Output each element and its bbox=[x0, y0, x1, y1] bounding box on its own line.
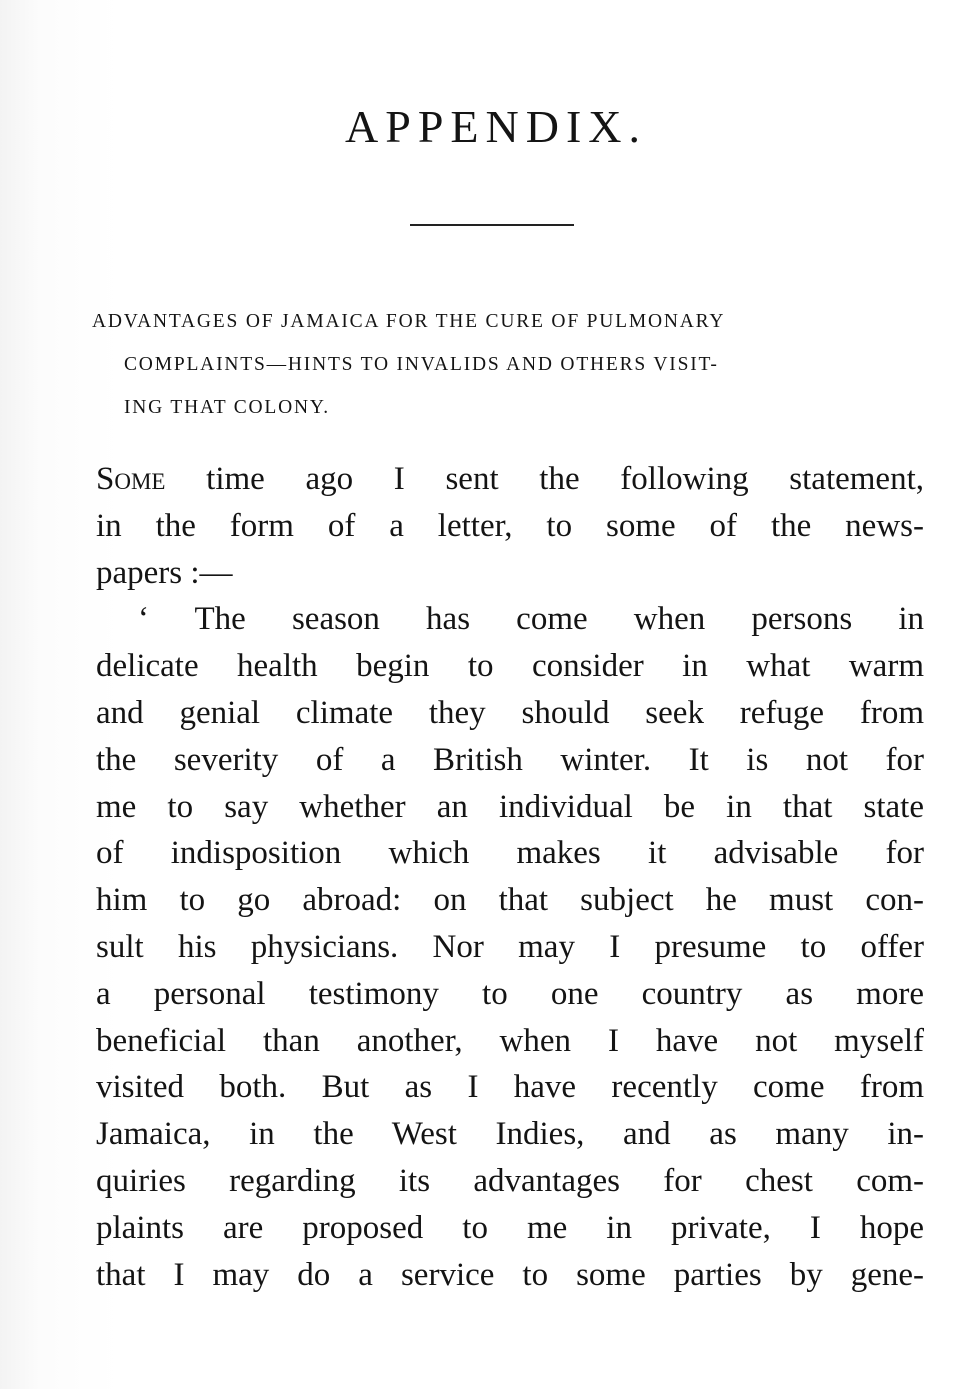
paragraph-2-line: of indisposition which makes it advisable for bbox=[96, 835, 924, 872]
paragraph-1-line bbox=[96, 456, 924, 503]
paragraph-2-line: the severity of a British winter. It is not for bbox=[96, 741, 924, 778]
paragraph-2-line: a personal testimony to one country as more bbox=[96, 975, 924, 1012]
paragraph-1-line: papers :— bbox=[96, 554, 233, 591]
section-title-line: ADVANTAGES OF JAMAICA FOR THE CURE OF PULMONARY bbox=[92, 311, 726, 332]
paragraph-2-line: and genial climate they should seek refuge from bbox=[96, 694, 924, 731]
paragraph-2-line: visited both. But as I have recently come from bbox=[96, 1069, 924, 1106]
body-text bbox=[96, 456, 924, 1298]
paragraph-2-line: that I may do a service to some parties by gene- bbox=[96, 1256, 924, 1293]
paragraph-2-line: Jamaica, in the West Indies, and as many in- bbox=[96, 1116, 924, 1153]
section-title-line: COMPLAINTS—HINTS TO INVALIDS AND OTHERS VISIT- bbox=[124, 354, 719, 375]
paragraph-1-line-1-rest: time ago I sent the following statement, bbox=[165, 461, 924, 497]
paragraph-2-line: plaints are proposed to me in private, I hope bbox=[96, 1209, 924, 1246]
paragraph-2-line: me to say whether an individual be in that state bbox=[96, 788, 924, 825]
paragraph-1-line: in the form of a letter, to some of the news- bbox=[96, 507, 924, 544]
paragraph-2-line: sult his physicians. Nor may I presume to offer bbox=[96, 928, 924, 965]
section-title-line: ING THAT COLONY. bbox=[124, 397, 330, 418]
lead-word-small-caps: Some bbox=[96, 461, 166, 497]
paragraph-2-line: him to go abroad: on that subject he must con- bbox=[96, 882, 924, 919]
paragraph-2-line: quiries regarding its advantages for chest com- bbox=[96, 1162, 924, 1199]
paragraph-2-line: ‘ The season has come when persons in bbox=[138, 601, 924, 638]
paragraph-2-line: delicate health begin to consider in what warm bbox=[96, 648, 924, 685]
title-rule-divider bbox=[410, 224, 574, 226]
appendix-heading: APPENDIX. bbox=[345, 101, 647, 152]
section-title bbox=[92, 300, 912, 429]
paragraph-2-line: beneficial than another, when I have not myself bbox=[96, 1022, 924, 1059]
